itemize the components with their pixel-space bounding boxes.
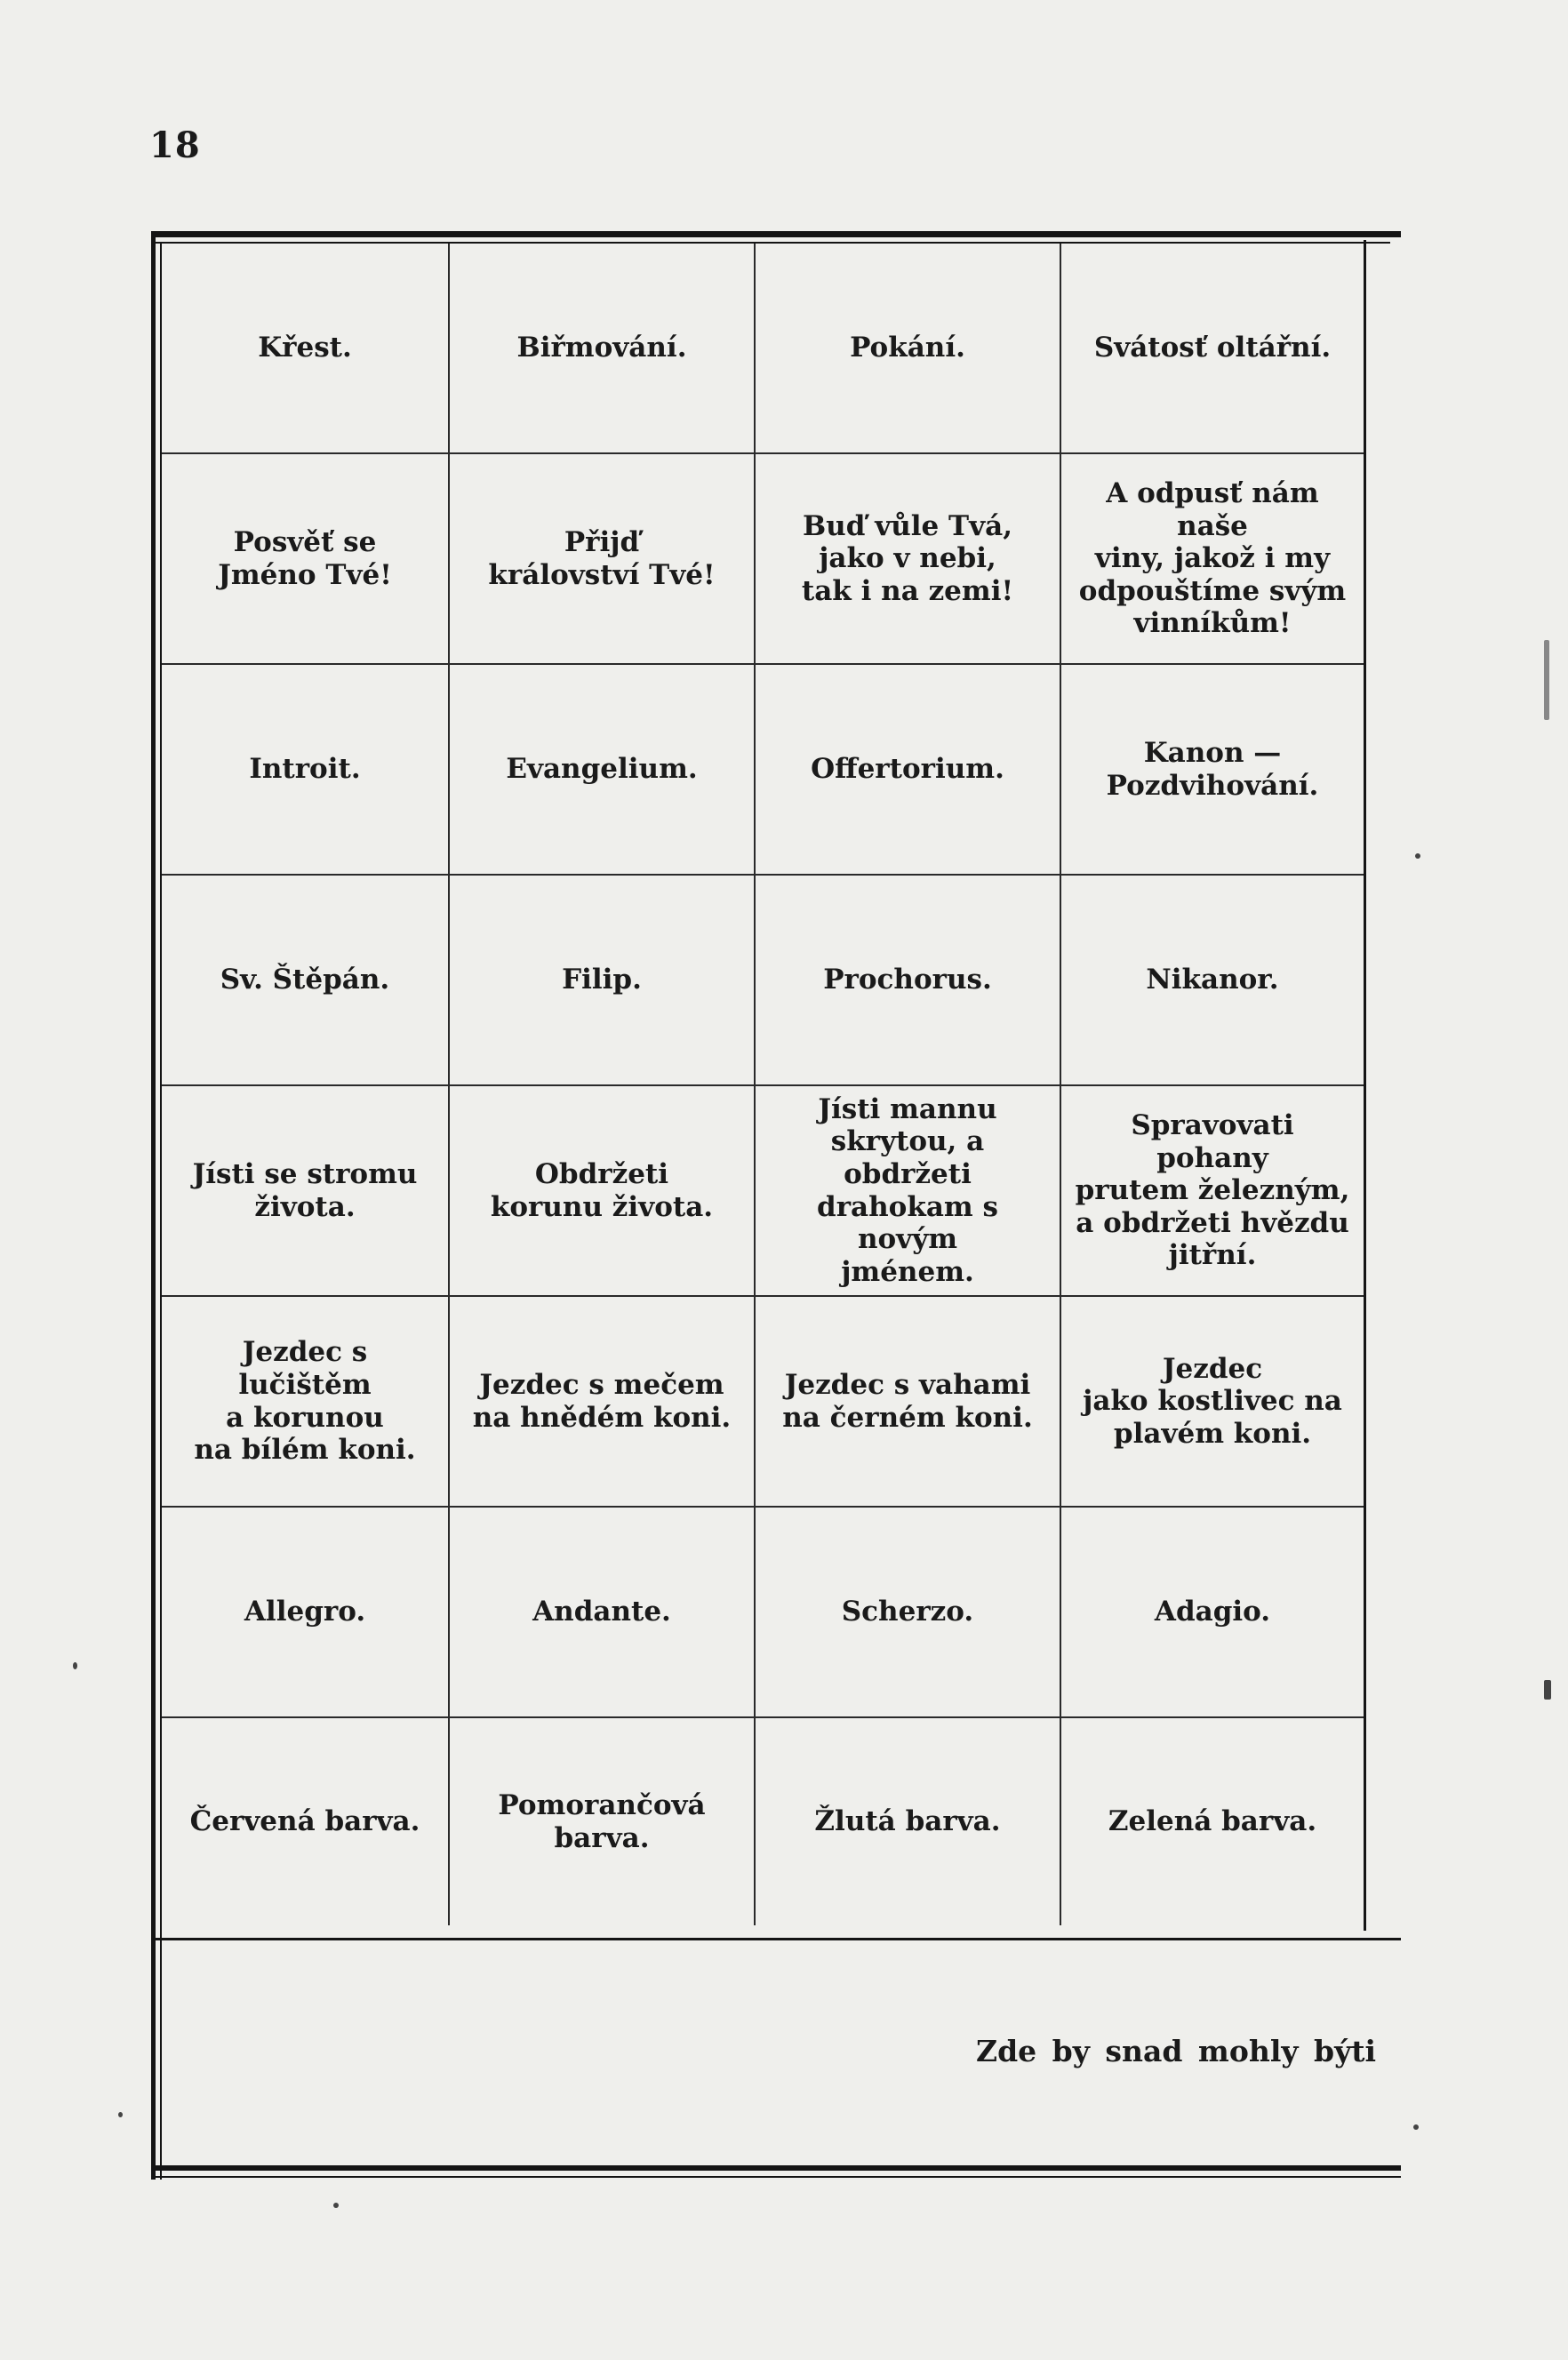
table-cell	[1061, 1297, 1364, 1508]
table-cell	[756, 1297, 1061, 1508]
table-cell	[162, 454, 450, 665]
cell-text: Buď vůle Tvá, jako v nebi, tak i na zemi!	[801, 509, 1014, 607]
table-cell	[1061, 876, 1364, 1086]
cell-text: Adagio.	[1154, 1596, 1271, 1628]
cell-text: Jísti se stromu života.	[192, 1157, 418, 1223]
table-cell	[756, 665, 1061, 876]
cell-text: Filip.	[562, 964, 642, 996]
table-cell	[1061, 665, 1364, 876]
table-cell	[1061, 1086, 1364, 1297]
cell-text: Allegro.	[244, 1596, 366, 1628]
table-cell	[450, 244, 756, 454]
table-cell	[1061, 244, 1364, 454]
table-cell	[450, 1086, 756, 1297]
cell-text: Offertorium.	[811, 753, 1004, 786]
table-cell	[450, 876, 756, 1086]
table-cell	[756, 1086, 1061, 1297]
cell-text: Evangelium.	[506, 753, 698, 786]
cell-text: Nikanor.	[1146, 964, 1279, 996]
cell-text: Scherzo.	[841, 1596, 974, 1628]
scan-speck	[73, 1662, 77, 1669]
cell-text: Jezdec s vahami na černém koni.	[782, 1368, 1033, 1434]
cell-text: Přijď království Tvé!	[488, 525, 716, 591]
cell-text: Biřmování.	[516, 332, 687, 364]
table-cell	[450, 454, 756, 665]
cell-text: Introit.	[249, 753, 361, 786]
scan-speck	[1544, 640, 1549, 720]
cell-text: Sv. Štěpán.	[220, 964, 390, 996]
scan-speck	[118, 2112, 123, 2117]
cell-text: Zelená barva.	[1108, 1805, 1317, 1838]
table-bottom-rule	[151, 1938, 1401, 1940]
table-cell	[450, 1297, 756, 1508]
table-cell	[756, 876, 1061, 1086]
cell-text: A odpusť nám naše viny, jakož i my odpouštíme svým vinníkům!	[1078, 477, 1347, 640]
cell-text: Andante.	[532, 1596, 671, 1628]
table-cell	[756, 454, 1061, 665]
table-cell	[1061, 454, 1364, 665]
cell-text: Spravovati pohany prutem železným, a obdržeti hvězdu jitřní.	[1075, 1109, 1350, 1272]
scan-speck	[1415, 853, 1420, 859]
frame-bottom-inner-border	[151, 2176, 1401, 2178]
scan-speck	[333, 2203, 339, 2208]
page-number: 18	[149, 124, 201, 166]
cell-text: Červená barva.	[189, 1805, 420, 1838]
correspondence-table	[162, 244, 1364, 1925]
cell-text: Svátosť oltářní.	[1093, 332, 1332, 364]
cell-text: Kanon — Pozdvihování.	[1106, 736, 1319, 802]
table-cell	[162, 1086, 450, 1297]
table-cell	[162, 1508, 450, 1718]
table-cell	[162, 665, 450, 876]
table-cell	[756, 244, 1061, 454]
cell-text: Pokání.	[850, 332, 965, 364]
table-cell	[1061, 1508, 1364, 1718]
table-cell	[450, 665, 756, 876]
table-cell	[756, 1508, 1061, 1718]
grid-right-border	[1364, 240, 1366, 1931]
table-cell	[162, 244, 450, 454]
cell-text: Žlutá barva.	[814, 1805, 1001, 1838]
table-cell	[1061, 1718, 1364, 1925]
footer-text: Zde by snad mohly býti	[976, 2034, 1377, 2068]
cell-text: Jezdec s lučištěm a korunou na bílém koni.	[194, 1336, 416, 1467]
table-cell	[756, 1718, 1061, 1925]
cell-text: Jezdec jako kostlivec na plavém koni.	[1083, 1352, 1342, 1450]
cell-text: Obdržeti korunu života.	[490, 1157, 714, 1223]
cell-text: Jezdec s mečem na hnědém koni.	[472, 1368, 732, 1434]
scan-speck	[1544, 1680, 1551, 1700]
cell-text: Pomorančová barva.	[498, 1788, 706, 1854]
frame-bottom-border	[151, 2165, 1401, 2171]
table-cell	[162, 1718, 450, 1925]
scan-speck	[1413, 2124, 1419, 2130]
cell-text: Křest.	[258, 332, 352, 364]
cell-text: Prochorus.	[823, 964, 992, 996]
table-cell	[162, 1297, 450, 1508]
cell-text: Jísti mannu skrytou, a obdržeti drahokam s novým jménem.	[817, 1092, 998, 1288]
cell-text: Posvěť se Jméno Tvé!	[218, 525, 392, 591]
table-cell	[450, 1508, 756, 1718]
table-cell	[450, 1718, 756, 1925]
table-cell	[162, 876, 450, 1086]
